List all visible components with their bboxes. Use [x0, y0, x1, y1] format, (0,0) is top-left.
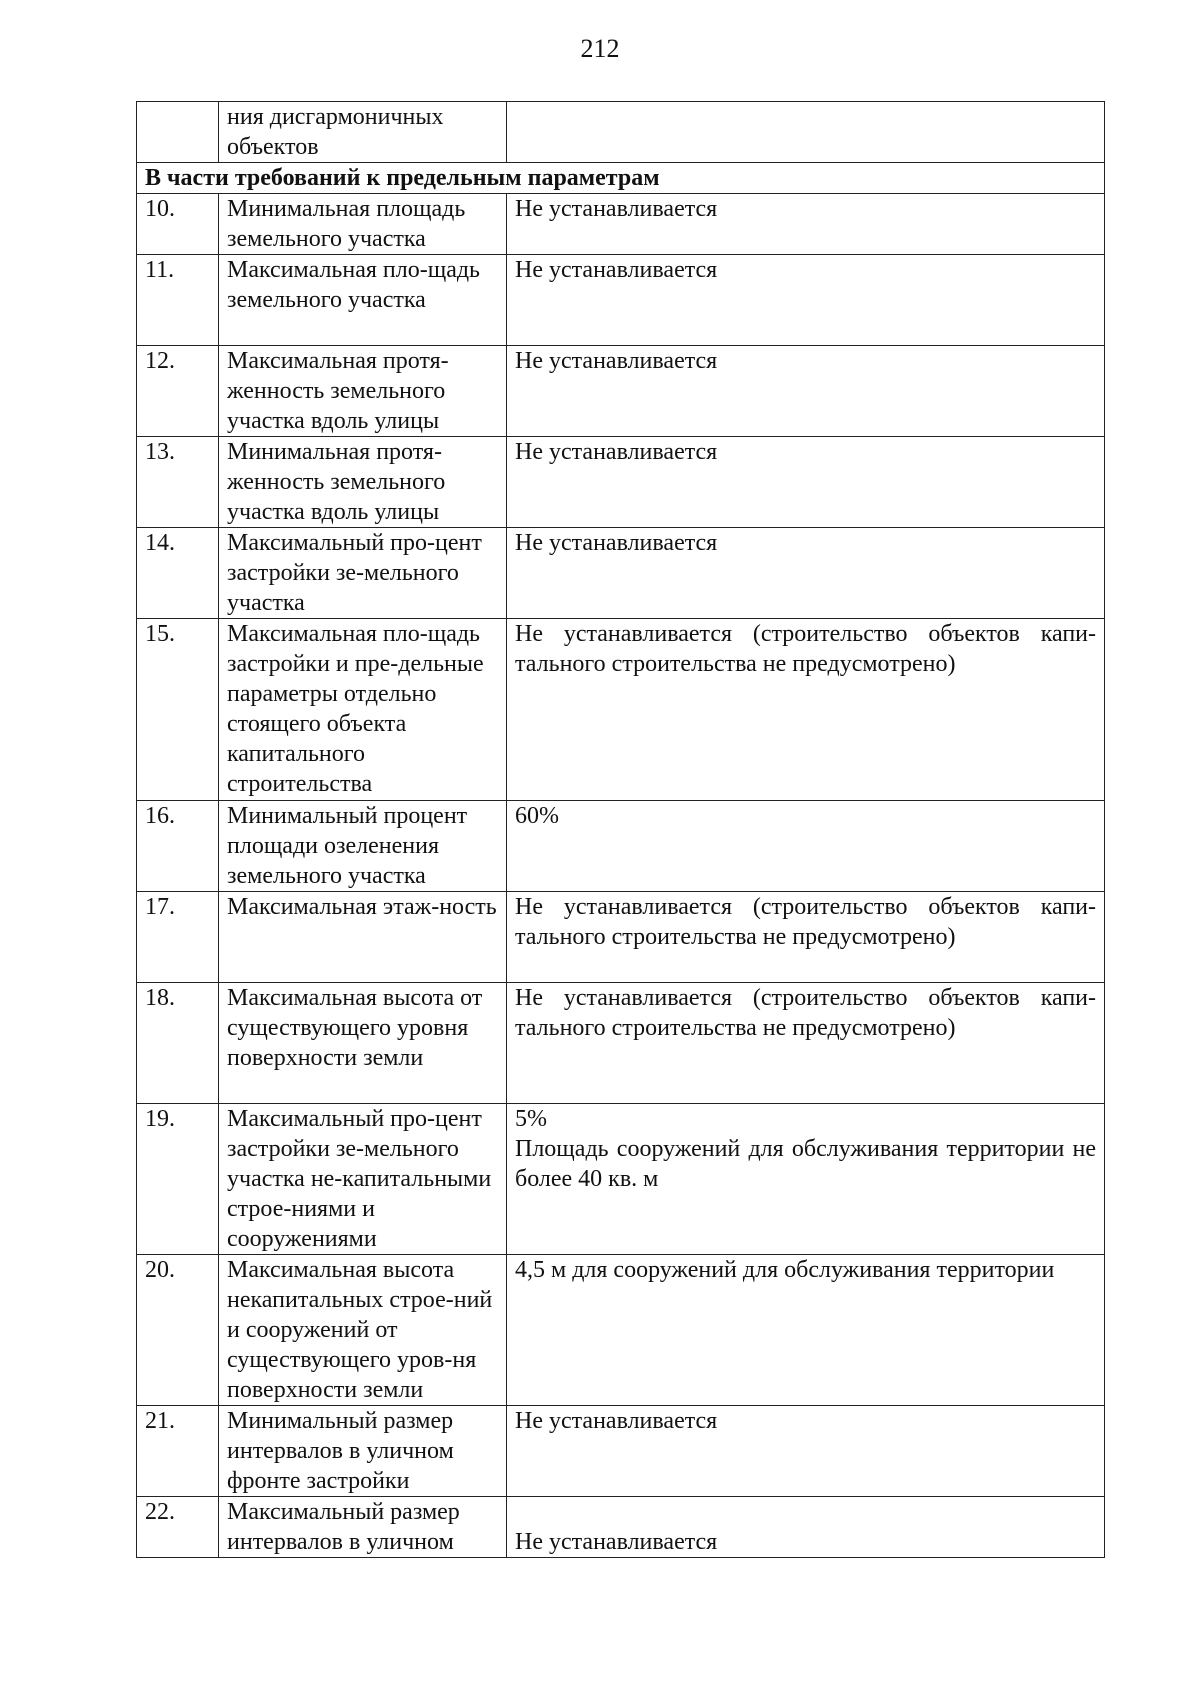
row-value-cell: Не устанавливается [507, 1406, 1105, 1497]
row-number-cell: 14. [137, 528, 219, 619]
row-value-text: Не устанавливается [515, 1529, 718, 1555]
row-number-cell: 22. [137, 1497, 219, 1558]
row-number-cell [137, 102, 219, 163]
row-number-cell: 20. [137, 1255, 219, 1406]
row-value-cell: Не устанавливается [507, 346, 1105, 437]
row-number-cell: 18. [137, 983, 219, 1104]
row-name-cell: Максимальная пло-щадь застройки и пре-дельные параметры отдельно стоящего объекта капитального строительства [219, 619, 507, 801]
row-name-cell: Минимальная площадь земельного участка [219, 194, 507, 255]
table-row [137, 801, 1105, 892]
row-name-cell: Минимальный процент площади озеленения земельного участка [219, 801, 507, 892]
parameters-table [136, 101, 1105, 1558]
table-row [137, 102, 1105, 163]
row-value-cell: Не устанавливается [507, 255, 1105, 346]
row-value-secondary: Площадь сооружений для обслуживания территории не более 40 кв. м [515, 1136, 1096, 1192]
row-value-cell [507, 102, 1105, 163]
row-name-cell: Максимальная этаж-ность [219, 892, 507, 983]
row-name-cell: Максимальный про-цент застройки зе-мельного участка [219, 528, 507, 619]
table-row [137, 983, 1105, 1104]
row-value-cell [507, 1104, 1105, 1255]
row-number-cell: 21. [137, 1406, 219, 1497]
row-value-cell: Не устанавливается (строительство объектов капи-тального строительства не предусмотрено) [507, 619, 1105, 801]
row-value-cell: Не устанавливается [507, 437, 1105, 528]
page-number: 212 [580, 34, 620, 63]
section-heading-row [137, 163, 1105, 194]
row-number-cell: 11. [137, 255, 219, 346]
row-name-cell: ния дисгармоничных объектов [219, 102, 507, 163]
row-name-cell: Минимальный размер интервалов в уличном фронте застройки [219, 1406, 507, 1497]
table-row [137, 619, 1105, 801]
row-number-cell: 10. [137, 194, 219, 255]
row-value-cell: 4,5 м для сооружений для обслуживания территории [507, 1255, 1105, 1406]
table-row [137, 346, 1105, 437]
row-value-cell [507, 1497, 1105, 1558]
table-row [137, 437, 1105, 528]
row-number-cell: 16. [137, 801, 219, 892]
row-number-cell: 13. [137, 437, 219, 528]
section-heading: В части требований к предельным параметрам [137, 163, 1105, 194]
table-row [137, 1104, 1105, 1255]
row-value-cell: Не устанавливается [507, 528, 1105, 619]
row-name-cell: Максимальная высота от существующего уровня поверхности земли [219, 983, 507, 1104]
row-value-cell: Не устанавливается [507, 194, 1105, 255]
table-row [137, 892, 1105, 983]
row-name-cell: Максимальная высота некапитальных строе-ний и сооружений от существующего уров-ня поверхности земли [219, 1255, 507, 1406]
row-value-cell: Не устанавливается (строительство объектов капи-тального строительства не предусмотрено) [507, 892, 1105, 983]
row-value-cell: 60% [507, 801, 1105, 892]
table-row [137, 1497, 1105, 1558]
table-row [137, 194, 1105, 255]
row-name-cell: Максимальный размер интервалов в уличном [219, 1497, 507, 1558]
row-name-cell: Максимальный про-цент застройки зе-мельного участка не-капитальными строе-ниями и сооружениями [219, 1104, 507, 1255]
row-name-cell: Минимальная протя-женность земельного участка вдоль улицы [219, 437, 507, 528]
row-number-cell: 15. [137, 619, 219, 801]
row-number-cell: 19. [137, 1104, 219, 1255]
row-name-cell: Максимальная пло-щадь земельного участка [219, 255, 507, 346]
row-value-cell: Не устанавливается (строительство объектов капи-тального строительства не предусмотрено) [507, 983, 1105, 1104]
row-number-cell: 17. [137, 892, 219, 983]
table-row [137, 255, 1105, 346]
row-number-cell: 12. [137, 346, 219, 437]
row-value-primary: 5% [515, 1106, 547, 1132]
table-row [137, 1255, 1105, 1406]
row-name-cell: Максимальная протя-женность земельного участка вдоль улицы [219, 346, 507, 437]
table-row [137, 528, 1105, 619]
table-row [137, 1406, 1105, 1497]
